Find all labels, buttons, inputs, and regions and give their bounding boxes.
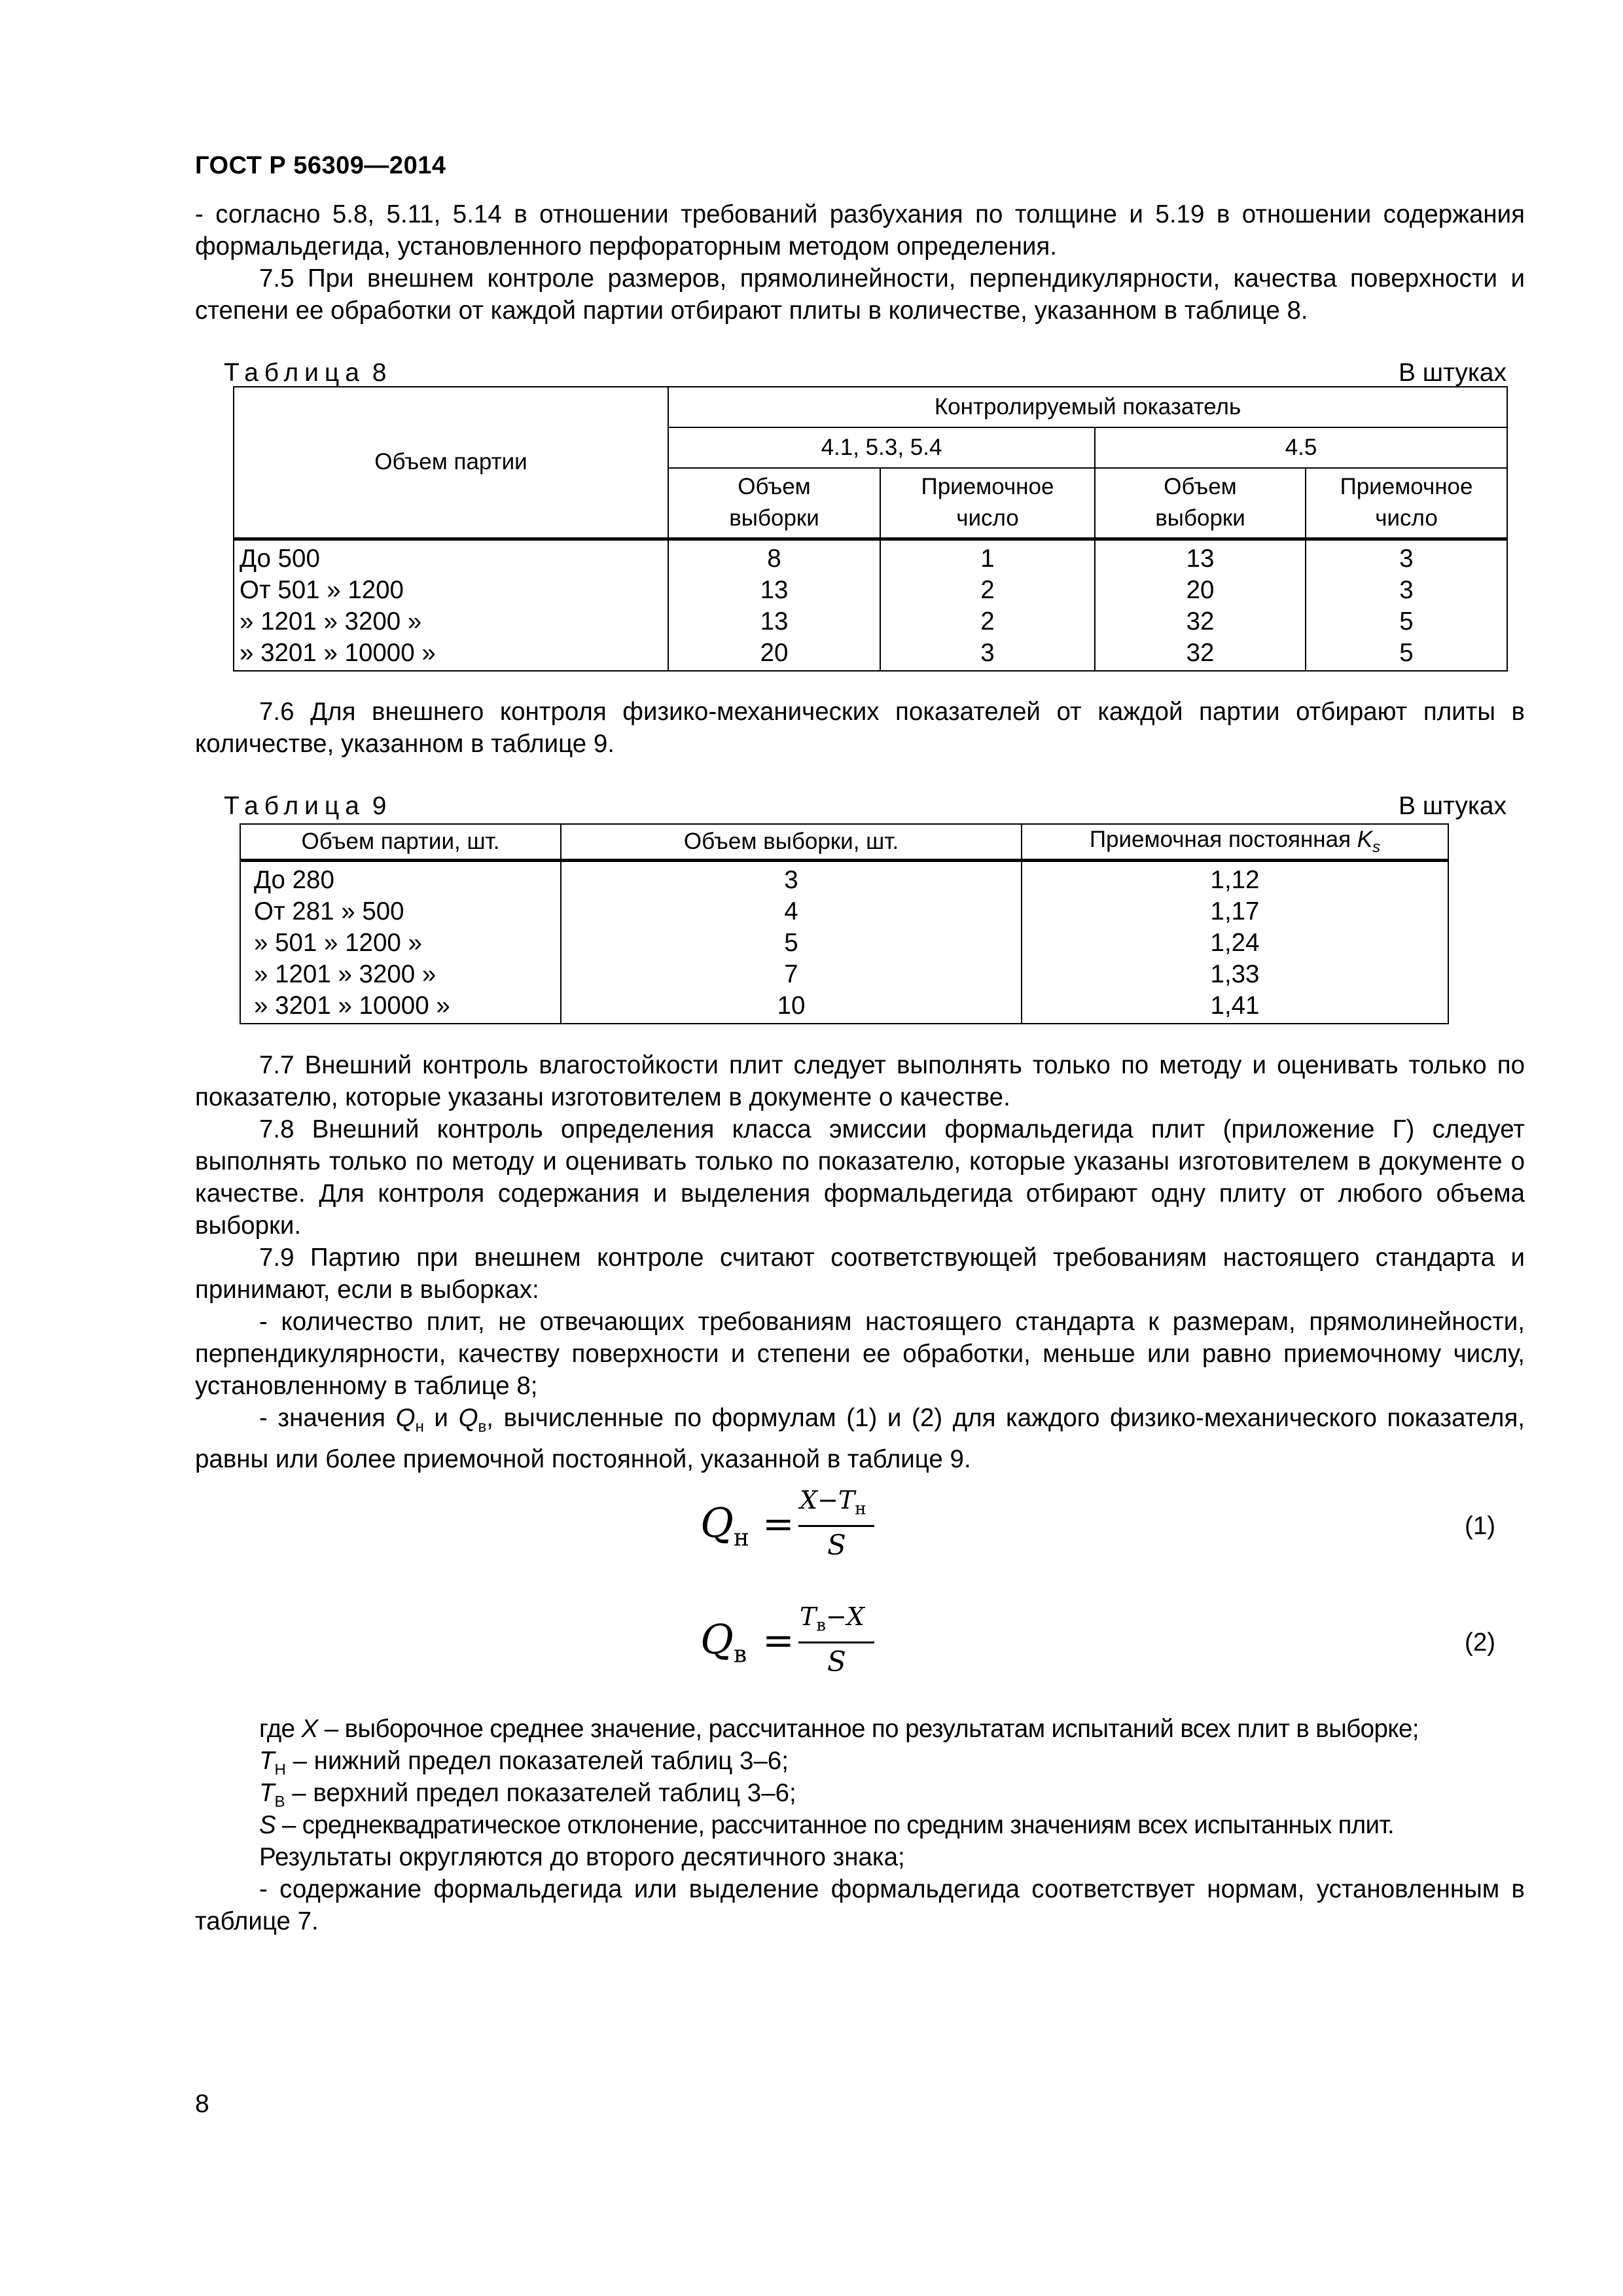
table-9 xyxy=(240,823,1449,1024)
document-header: ГОСТ Р 56309—2014 xyxy=(195,152,446,179)
table-8-caption xyxy=(224,359,386,387)
table-9-header-constant: Приемочная постоянная $K_s$ xyxy=(1022,824,1448,861)
legend-s: S – среднеквадратическое отклонение, рассчитанное по средним значениям всех испытанных плит. xyxy=(259,1811,1394,1839)
formula-2-number: (2) xyxy=(1465,1628,1496,1657)
paragraph-7-5: 7.5 При внешнем контроле размеров, прямолинейности, перпендикулярности, качества поверхности и степени ее обработки от каждой партии отбирают плиты в количестве, указанном в таблице 8. xyxy=(195,264,1525,325)
page-number: 8 xyxy=(195,2090,209,2118)
table-8-header-sample-2: Объем выборки xyxy=(1095,468,1306,539)
table-9-caption-number: 9 xyxy=(372,792,387,820)
paragraph-7-9: 7.9 Партию при внешнем контроле считают соответствующей требованиям настоящего стандарта и принимают, если в выборках: xyxy=(195,1244,1525,1304)
paragraph-7-9-item-2: - значения $Q_н$ и $Q_в$, вычисленные по формулам (1) и (2) для каждого физико-механического показателя, равны или более приемочной постоянной, указанной в таблице 9. xyxy=(195,1404,1525,1473)
paragraph-7-7: 7.7 Внешний контроль влагостойкости плит следует выполнять только по методу и оценивать только по показателю, которые указаны изготовителем в документе о качестве. xyxy=(195,1051,1525,1111)
table-9-header-sample: Объем выборки, шт. xyxy=(561,824,1022,861)
table-8-sample-2-column: 13 20 32 32 xyxy=(1095,539,1306,671)
legend-rounding: Результаты округляются до второго десятичного знака; xyxy=(259,1843,905,1871)
formula-1-numerator: $X-T_н$ xyxy=(800,1486,866,1519)
table-8-header-accept-1: Приемочное число xyxy=(880,468,1095,539)
table-8-unit: В штуках xyxy=(1398,359,1507,387)
legend-x: где X – выборочное среднее значение, рассчитанное по результатам испытаний всех плит в выборке; xyxy=(259,1715,1419,1743)
table-8-lot-column: До 500 От 501 » 1200 » 1201 » 3200 » » 3201 » 10000 » xyxy=(234,539,668,671)
table-9-header-lot: Объем партии, шт. xyxy=(240,824,561,861)
formula-2-denominator: S xyxy=(827,1645,846,1677)
legend-t-upper: $T_В$ – верхний предел показателей таблиц 3–6; xyxy=(259,1779,796,1811)
table-8-header-lot: Объем партии xyxy=(234,387,668,539)
table-8-sample-1-column: 8 13 13 20 xyxy=(668,539,880,671)
table-9-caption xyxy=(224,792,386,821)
legend-t-lower: $T_Н$ – нижний предел показателей таблиц 3–6; xyxy=(259,1747,789,1779)
table-8-caption-word: Таблица xyxy=(224,359,365,387)
paragraph-7-6: 7.6 Для внешнего контроля физико-механических показателей от каждой партии отбирают плиты в количестве, указанном в таблице 9. xyxy=(195,698,1525,758)
table-8-header-group-2: 4.5 xyxy=(1095,427,1507,468)
paragraph-7-9-item-3: - содержание формальдегида или выделение формальдегида соответствует нормам, установленным в таблице 7. xyxy=(195,1875,1525,1935)
table-8-header-group-1: 4.1, 5.3, 5.4 xyxy=(668,427,1095,468)
table-9-caption-word: Таблица xyxy=(224,792,365,820)
table-8-header-accept-2: Приемочное число xyxy=(1306,468,1507,539)
formula-1-lhs: $Q_н$ xyxy=(700,1499,749,1552)
paragraph-7-8: 7.8 Внешний контроль определения класса эмиссии формальдегида плит (приложение Г) следует выполнять только по методу и оценивать только по показателю, которые указаны изготовителем в документе о качестве. Для контроля содержания и выделения формальдегида отбирают одну плиту от любого объема выборки. xyxy=(195,1115,1525,1240)
table-8-caption-number: 8 xyxy=(372,359,387,387)
formula-2-equals: = xyxy=(762,1618,794,1662)
paragraph-7-9-item-1: - количество плит, не отвечающих требованиям настоящего стандарта к размерам, прямолинейности, перпендикулярности, качеству поверхности и степени ее обработки, меньше или равно приемочному числу, установленному в таблице 8; xyxy=(195,1308,1525,1400)
formula-1-denominator: S xyxy=(827,1529,846,1561)
table-8-accept-2-column: 3 3 5 5 xyxy=(1306,539,1507,671)
table-9-constant-column: 1,12 1,17 1,24 1,33 1,41 xyxy=(1022,861,1448,1024)
table-9-unit: В штуках xyxy=(1398,792,1507,820)
formula-1-equals: = xyxy=(762,1501,794,1546)
formula-2-lhs: $Q_в$ xyxy=(700,1615,747,1668)
formula-1-number: (1) xyxy=(1465,1512,1496,1540)
table-8-accept-1-column: 1 2 2 3 xyxy=(880,539,1095,671)
table-8-header-indicator: Контролируемый показатель xyxy=(668,387,1507,427)
formula-2-fraction-bar xyxy=(798,1641,874,1643)
table-9-lot-column: До 280 От 281 » 500 » 501 » 1200 » » 1201 » 3200 » » 3201 » 10000 » xyxy=(240,861,561,1024)
formula-2-numerator: $T_в-X$ xyxy=(800,1602,865,1636)
table-9-sample-column: 3 4 5 7 10 xyxy=(561,861,1022,1024)
intro-paragraph-1: - согласно 5.8, 5.11, 5.14 в отношении требований разбухания по толщине и 5.19 в отношении содержания формальдегида, установленного перфораторным методом определения. xyxy=(195,200,1525,260)
table-8 xyxy=(233,386,1508,672)
formula-1-fraction-bar xyxy=(798,1525,874,1527)
table-8-header-sample-1: Объем выборки xyxy=(668,468,880,539)
